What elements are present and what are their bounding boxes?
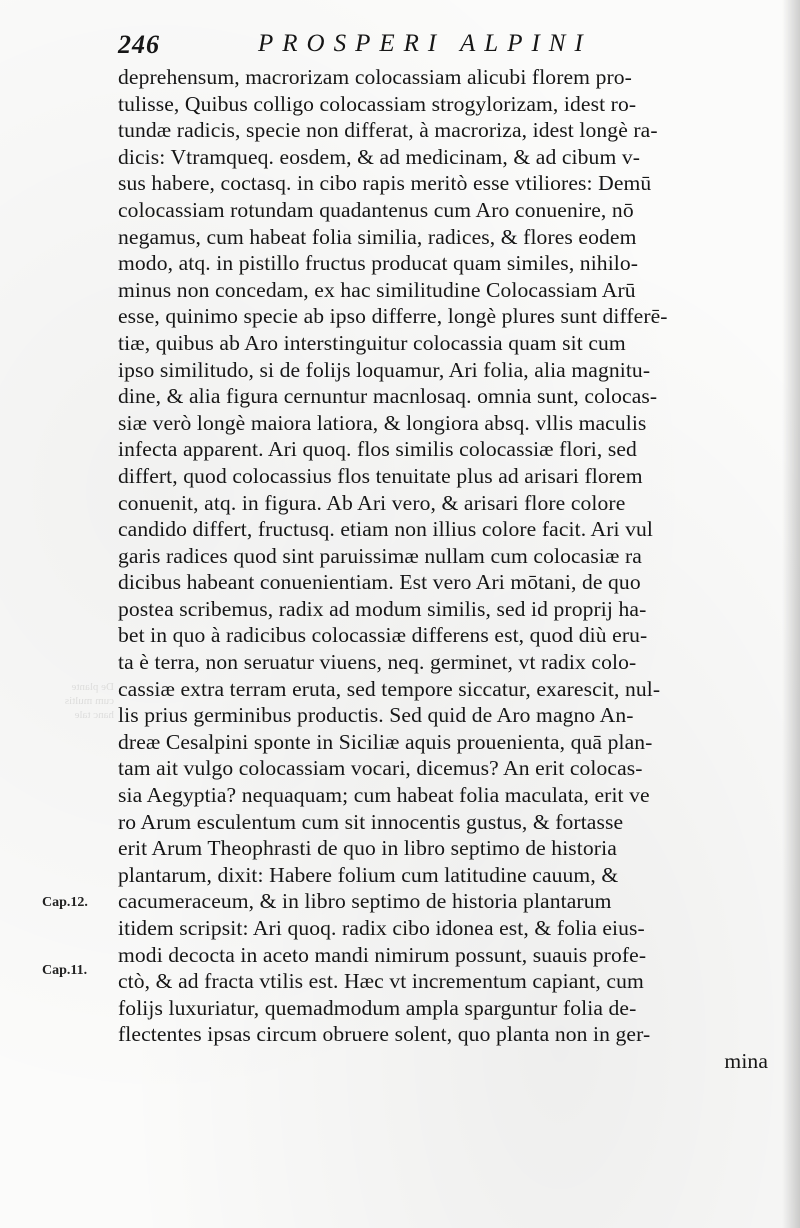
text-line: dicibus habeant conuenientiam. Est vero Ari mōtani, de quo (118, 570, 641, 595)
text-line: dine, & alia figura cernuntur macnlosaq. omnia sunt, colocas- (118, 384, 658, 409)
text-line: erit Arum Theophrasti de quo in libro septimo de historia (118, 836, 617, 861)
text-line: sus habere, coctasq. in cibo rapis meritò esse vtiliores: Demū (118, 171, 652, 196)
text-line: itidem scripsit: Ari quoq. radix cibo idonea est, & folia eius- (118, 916, 645, 940)
text-line: cassiæ extra terram eruta, sed tempore siccatur, exarescit, nul- (118, 676, 661, 701)
text-line: sia Aegyptia? nequaquam; cum habeat folia maculata, erit ve (118, 783, 650, 808)
text-line: cacumeraceum, & in libro septimo de historia plantarum (118, 889, 612, 914)
text-line: deprehensum, macrorizam colocassiam alicubi florem pro- (118, 65, 632, 89)
text-line: siæ verò longè maiora latiora, & longiora absq. vllis maculis (118, 410, 647, 435)
running-head: PROSPERI ALPINI (258, 30, 592, 57)
text-line: ro Arum esculentum cum sit innocentis gustus, & fortasse (118, 809, 624, 834)
text-line: tundæ radicis, specie non differat, à macroriza, idest longè ra- (118, 118, 658, 143)
text-line: dreæ Cesalpini sponte in Siciliæ aquis prouenienta, quā plan- (118, 729, 653, 754)
margin-note-chapter: Cap.12. (42, 895, 88, 910)
text-line: tiæ, quibus ab Aro interstinguitur colocassia quam sit cum (118, 330, 626, 355)
text-line: modi decocta in aceto mandi nimirum possunt, suauis profe- (118, 942, 647, 967)
text-line: dicis: Vtramqueq. eosdem, & ad medicinam, & ad cibum v- (118, 144, 641, 169)
text-line: candido differt, fructusq. etiam non illius colore facit. Ari vul (118, 517, 654, 542)
text-line: postea scribemus, radix ad modum similis, sed id proprij ha- (118, 596, 647, 621)
text-line: colocassiam rotundam quadantenus cum Aro conuenire, nō (118, 197, 634, 222)
text-line: conuenit, atq. in figura. Ab Ari vero, & arisari flore colore (118, 490, 626, 515)
body-text (118, 64, 786, 1075)
text-line: garis radices quod sint paruissimæ nullam cum colocasiæ ra (118, 543, 642, 568)
text-line: tulisse, Quibus colligo colocassiam strogylorizam, idest ro- (118, 91, 637, 116)
catchword: mina (724, 1048, 768, 1073)
page-header (118, 26, 678, 60)
text-line: ctò, & ad fracta vtilis est. Hæc vt incrementum capiant, cum (118, 969, 644, 994)
text-line: infecta apparent. Ari quoq. flos similis colocassiæ flori, sed (118, 437, 637, 462)
text-line: differt, quod colocassius flos tenuitate plus ad arisari florem (118, 463, 643, 488)
text-line: folijs luxuriatur, quemadmodum ampla sparguntur folia de- (118, 995, 637, 1020)
text-line: negamus, cum habeat folia similia, radices, & flores eodem (118, 224, 637, 249)
text-line: plantarum, dixit: Habere folium cum latitudine cauum, & (118, 862, 619, 887)
margin-note-chapter: Cap.11. (42, 963, 88, 978)
text-line: esse, quinimo specie ab ipso differre, longè plures sunt differē- (118, 304, 668, 329)
page-number: 246 (118, 30, 160, 59)
text-line: ipso similitudo, si de folijs loquamur, Ari folia, alia magnitu- (118, 357, 651, 382)
text-line: minus non concedam, ex hac similitudine Colocassiam Arū (118, 277, 636, 302)
text-line: ta è terra, non seruatur viuens, neq. germinet, vt radix colo- (118, 650, 637, 675)
text-line: modo, atq. in pistillo fructus producat quam similes, nihilo- (118, 251, 639, 276)
text-line: flectentes ipsas circum obruere solent, quo planta non in ger- (118, 1022, 651, 1047)
text-line: lis prius germinibus productis. Sed quid de Aro magno An- (118, 703, 634, 728)
text-line: bet in quo à radicibus colocassiæ differens est, quod diù eru- (118, 623, 648, 648)
show-through-text: De plante cum multis hanc tale (64, 681, 114, 721)
text-line: tam ait vulgo colocassiam vocari, dicemus? An erit colocas- (118, 756, 643, 781)
